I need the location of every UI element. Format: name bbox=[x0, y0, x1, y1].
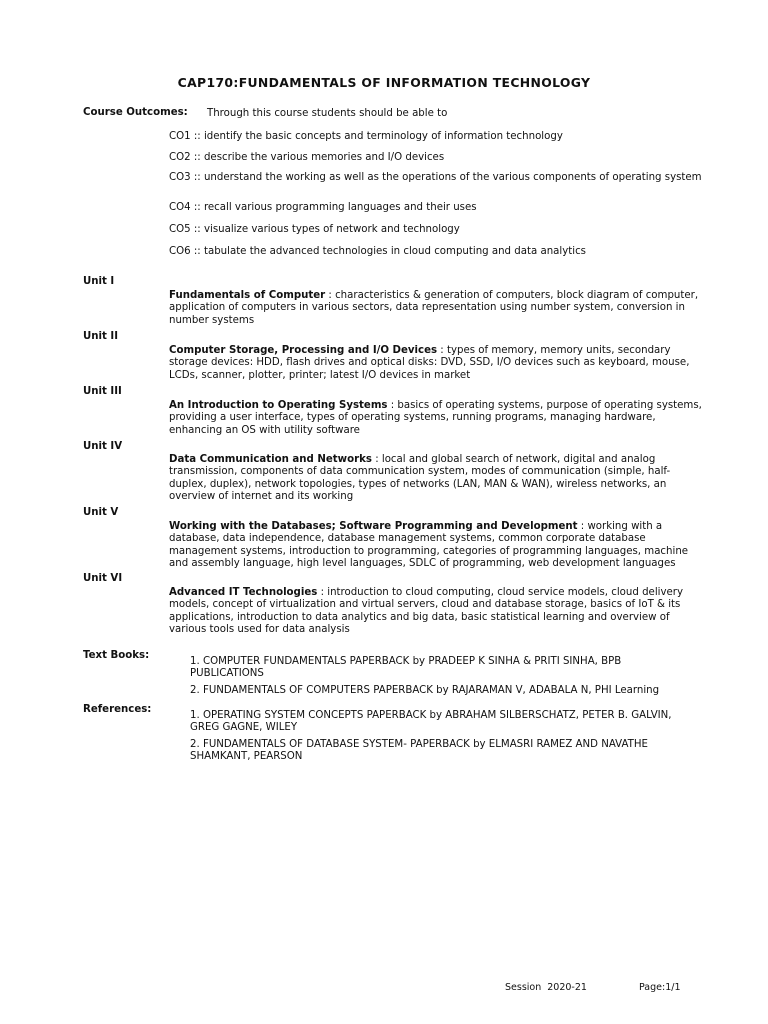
footer-session bbox=[505, 982, 587, 994]
unit-heading: Fundamentals of Computer bbox=[169, 290, 326, 301]
course-outcome-item: CO5 :: visualize various types of network and technology bbox=[169, 224, 460, 235]
reference-item: 1. OPERATING SYSTEM CONCEPTS PAPERBACK by ABRAHAM SILBERSCHATZ, PETER B. GALVIN, GREG GAGNE, WILEY bbox=[190, 710, 672, 734]
unit-label: Unit I bbox=[83, 276, 115, 287]
unit-heading: Working with the Databases; Software Programming and Development bbox=[169, 521, 578, 532]
unit-heading: Computer Storage, Processing and I/O Devices bbox=[169, 345, 438, 356]
unit-body: : types of memory, memory units, secondary storage devices: HDD, flash drives and optical disks: DVD, SSD, I/O devices such as keyboard, mouse, LCDs, scanner, plotter, printer; latest I/O devices in market bbox=[169, 345, 690, 381]
text-book-item: 1. COMPUTER FUNDAMENTALS PAPERBACK by PRADEEP K SINHA & PRITI SINHA, BPB PUBLICATIONS bbox=[190, 656, 622, 680]
unit-heading: Data Communication and Networks bbox=[169, 454, 372, 465]
unit-content bbox=[169, 454, 704, 503]
unit-label: Unit VI bbox=[83, 573, 123, 584]
course-outcome-item: CO2 :: describe the various memories and I/O devices bbox=[169, 152, 445, 163]
course-outcome-item: CO1 :: identify the basic concepts and terminology of information technology bbox=[169, 131, 563, 142]
unit-label: Unit II bbox=[83, 331, 119, 342]
unit-content bbox=[169, 587, 704, 636]
document-title: CAP170:FUNDAMENTALS OF INFORMATION TECHNOLOGY bbox=[177, 75, 591, 90]
unit-body: : characteristics & generation of computers, block diagram of computer, application of computers in various sectors, data representation using number system, conversion in number systems bbox=[169, 290, 699, 326]
unit-body: : basics of operating systems, purpose of operating systems, providing a user interface, types of operating systems, running programs, managing hardware, enhancing an OS with utility software bbox=[169, 400, 702, 436]
references-label: References: bbox=[83, 704, 152, 715]
unit-heading: An Introduction to Operating Systems bbox=[169, 400, 388, 411]
unit-label: Unit III bbox=[83, 386, 122, 397]
unit-heading: Advanced IT Technologies bbox=[169, 587, 318, 598]
unit-body: : working with a database, data independence, database management systems, common corporate database management systems, introduction to programming, categories of programming languages, machine and assembly language, high level languages, SDLC of programming, web development languages bbox=[169, 521, 689, 569]
course-outcome-item: CO4 :: recall various programming languages and their uses bbox=[169, 202, 477, 213]
unit-content bbox=[169, 290, 704, 327]
unit-body: : introduction to cloud computing, cloud service models, cloud delivery models, concept of virtualization and virtual servers, cloud and database storage, basics of IoT & its applications, introduction to data analytics and big data, basic statistical learning and overview of various tools used for data analysis bbox=[169, 587, 683, 635]
course-outcome-item: CO3 :: understand the working as well as the operations of the various components of operating system bbox=[169, 172, 702, 183]
unit-body: : local and global search of network, digital and analog transmission, components of data communication system, modes of communication (simple, half-duplex, duplex), network topologies, types of networks (LAN, MAN & WAN), wireless networks, an overview of internet and its working bbox=[169, 454, 671, 502]
page-number: Page:1/1 bbox=[639, 982, 681, 993]
unit-content bbox=[169, 345, 704, 382]
session-value: 2020-21 bbox=[547, 982, 587, 993]
session-label: Session bbox=[505, 982, 542, 993]
course-outcome-item: CO6 :: tabulate the advanced technologies in cloud computing and data analytics bbox=[169, 246, 586, 257]
reference-item: 2. FUNDAMENTALS OF DATABASE SYSTEM- PAPERBACK by ELMASRI RAMEZ AND NAVATHE SHAMKANT, PEARSON bbox=[190, 739, 648, 763]
course-outcomes-intro: Through this course students should be able to bbox=[207, 108, 448, 119]
unit-content bbox=[169, 521, 704, 570]
text-book-item: 2. FUNDAMENTALS OF COMPUTERS PAPERBACK by RAJARAMAN V, ADABALA N, PHI Learning bbox=[190, 685, 660, 696]
unit-label: Unit V bbox=[83, 507, 119, 518]
unit-content bbox=[169, 400, 704, 437]
course-outcomes-label: Course Outcomes: bbox=[83, 107, 188, 118]
unit-label: Unit IV bbox=[83, 441, 123, 452]
text-books-label: Text Books: bbox=[83, 650, 150, 661]
